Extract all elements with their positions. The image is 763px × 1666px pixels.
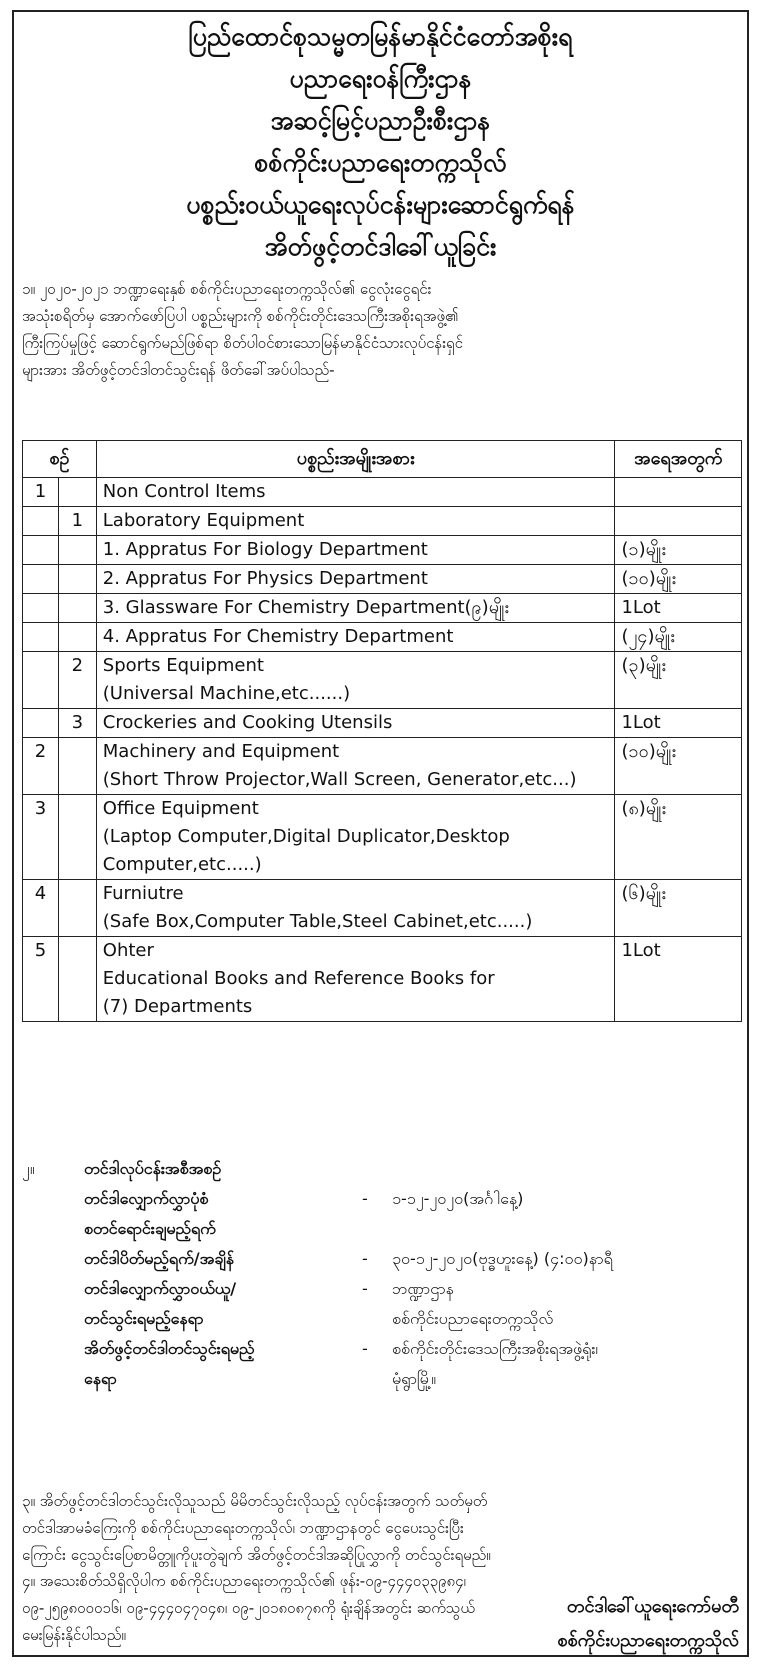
row-description xyxy=(96,507,615,536)
row-quantity: (၃)မျိုး xyxy=(615,652,742,709)
row-number xyxy=(23,536,59,565)
header-line-5: ပစ္စည်းဝယ်ယူရေးလုပ်ငန်းများဆောင်ရွက်ရန် xyxy=(186,190,575,219)
schedule-value xyxy=(392,1334,742,1394)
para4-line: ၀၉-၂၅၉၈၀၀၀၁၆၊ ၀၉-၄၄၄၀၄၇၀၄၈၊ ၀၉-၂၀၁၈၀၈၇၈ကို ရုံးချိန်အတွင်း ဆက်သွယ် xyxy=(22,1599,475,1617)
table-row xyxy=(23,565,742,594)
signature-university: စစ်ကိုင်းပညာရေးတက္ကသိုလ် xyxy=(557,1630,739,1651)
row-sub-number xyxy=(58,738,96,795)
schedule-label-line: တင်ဒါပိတ်မည့်ရက်/အချိန် xyxy=(84,1249,235,1268)
description-line: 3. Glassware For Chemistry Department(၉)မျိုး xyxy=(102,597,509,618)
row-number: 2 xyxy=(23,738,59,795)
row-quantity: (၁၀)မျိုး xyxy=(615,738,742,795)
description-line: (7) Departments xyxy=(102,996,253,1017)
tender-notice xyxy=(12,10,749,1657)
row-sub-number xyxy=(58,937,96,1022)
description-line: (Short Throw Projector,Wall Screen, Generator,etc...) xyxy=(102,769,577,790)
table-row xyxy=(23,709,742,738)
row-sub-number xyxy=(58,478,96,507)
description-line: Ohter xyxy=(102,940,154,961)
table-row xyxy=(23,880,742,937)
row-number xyxy=(23,594,59,623)
description-line: 1. Appratus For Biology Department xyxy=(102,539,428,560)
para4-line: ၄။ အသေးစိတ်သိရှိလိုပါက စစ်ကိုင်းပညာရေးတက္ကသိုလ်၏ ဖုန်း-၀၉-၄၄၄၀၃၃၉၈၄၊ xyxy=(22,1572,466,1590)
schedule-value-line: ၁-၁၂-၂၀၂၀(အင်္ဂါနေ့) xyxy=(392,1189,524,1208)
row-number: 5 xyxy=(23,937,59,1022)
description-line: Educational Books and Reference Books for xyxy=(102,968,495,989)
paragraph-3 xyxy=(22,1488,742,1569)
row-quantity: (၁)မျိုး xyxy=(615,536,742,565)
row-description xyxy=(96,536,615,565)
schedule-dash: - xyxy=(362,1339,368,1358)
row-sub-number xyxy=(58,594,96,623)
row-description xyxy=(96,709,615,738)
row-quantity: (၈)မျိုး xyxy=(615,795,742,880)
schedule-value xyxy=(392,1244,742,1274)
table-row xyxy=(23,478,742,507)
row-quantity: (၂၄)မျိုး xyxy=(615,623,742,652)
description-line: Furniutre xyxy=(102,883,184,904)
schedule-label xyxy=(84,1184,354,1244)
table-row xyxy=(23,536,742,565)
row-number xyxy=(23,652,59,709)
description-line: Non Control Items xyxy=(102,481,266,502)
table-row xyxy=(23,652,742,709)
header-line-3: အဆင့်မြင့်ပညာဦးစီးဌာန xyxy=(270,106,491,135)
row-description xyxy=(96,738,615,795)
row-description xyxy=(96,594,615,623)
intro-line: ကြီးကြပ်မှုဖြင့် ဆောင်ရွက်မည်ဖြစ်ရာ စိတ်ပါဝင်စားသောမြန်မာနိုင်ငံသားလုပ်ငန်းရှင် xyxy=(22,334,463,352)
signature-block xyxy=(557,1590,739,1658)
signature-committee: တင်ဒါခေါ်ယူရေးကော်မတီ xyxy=(566,1596,739,1617)
schedule-label-line: တင်သွင်းရမည့်နေရာ xyxy=(84,1309,204,1328)
schedule-label-line: အိတ်ဖွင့်တင်ဒါတင်သွင်းရမည့် xyxy=(84,1339,255,1358)
table-body xyxy=(23,478,742,1022)
schedule-index: ၂။ xyxy=(22,1159,35,1178)
para3-line: ကြောင်း ငွေသွင်းပြေစာမိတ္တူကိုပူးတွဲချက် အိတ်ဖွင့်တင်ဒါအဆိုပြုလွှာကို တင်သွင်းရမည်။ xyxy=(22,1546,491,1564)
schedule-dash: - xyxy=(362,1279,368,1298)
description-line: Crockeries and Cooking Utensils xyxy=(102,712,393,733)
intro-paragraph xyxy=(22,276,742,384)
row-description xyxy=(96,880,615,937)
description-line: Laboratory Equipment xyxy=(102,510,305,531)
row-sub-number xyxy=(58,880,96,937)
schedule-dash: - xyxy=(362,1189,368,1208)
table-row xyxy=(23,738,742,795)
row-quantity xyxy=(615,478,742,507)
row-sub-number xyxy=(58,565,96,594)
intro-line: ၁။ ၂၀၂၀-၂၀၂၁ ဘဏ္ဍာရေးနှစ် စစ်ကိုင်းပညာရေးတက္ကသိုလ်၏ ငွေလုံးငွေရင်း xyxy=(22,280,432,298)
row-quantity: (၆)မျိုး xyxy=(615,880,742,937)
schedule-label-line: စတင်ရောင်းချမည့်ရက် xyxy=(84,1219,216,1238)
para4-line: မေးမြန်းနိုင်ပါသည်။ xyxy=(22,1626,126,1644)
header-line-2: ပညာရေးဝန်ကြီးဌာန xyxy=(289,64,472,93)
row-sub-number xyxy=(58,795,96,880)
header-line-6: အိတ်ဖွင့်တင်ဒါခေါ်ယူခြင်း xyxy=(264,232,497,261)
items-table xyxy=(22,440,742,1022)
table-row xyxy=(23,937,742,1022)
table-row xyxy=(23,507,742,536)
schedule-value-line: ၃၀-၁၂-၂၀၂၀(ဗုဒ္ဓဟူးနေ့) (၄:၀၀)နာရီ xyxy=(392,1249,613,1268)
schedule-label xyxy=(84,1334,354,1394)
schedule-label-line: နေရာ xyxy=(84,1369,117,1388)
row-description xyxy=(96,652,615,709)
row-sub-number xyxy=(58,623,96,652)
description-line: (Universal Machine,etc......) xyxy=(102,683,351,704)
header-no: စဉ် xyxy=(23,441,97,478)
table-row xyxy=(23,795,742,880)
row-number xyxy=(23,565,59,594)
table-row xyxy=(23,623,742,652)
para3-line: ၃။ အိတ်ဖွင့်တင်ဒါတင်သွင်းလိုသူသည် မိမိတင်သွင်းလိုသည့် လုပ်ငန်းအတွက် သတ်မှတ် xyxy=(22,1492,488,1510)
description-line: 4. Appratus For Chemistry Department xyxy=(102,626,454,647)
row-sub-number: 2 xyxy=(58,652,96,709)
description-line: Machinery and Equipment xyxy=(102,741,340,762)
row-number xyxy=(23,507,59,536)
schedule-value-line: စစ်ကိုင်းပညာရေးတက္ကသိုလ် xyxy=(392,1309,554,1328)
description-line: 2. Appratus For Physics Department xyxy=(102,568,428,589)
table-row xyxy=(23,594,742,623)
header-quantity: အရေအတွက် xyxy=(615,441,742,478)
row-number: 4 xyxy=(23,880,59,937)
row-description xyxy=(96,565,615,594)
row-number: 3 xyxy=(23,795,59,880)
row-number xyxy=(23,709,59,738)
header-description: ပစ္စည်းအမျိုးအစား xyxy=(96,441,615,478)
description-line: (Laptop Computer,Digital Duplicator,Desktop xyxy=(102,826,510,847)
row-sub-number xyxy=(58,536,96,565)
description-line: Office Equipment xyxy=(102,798,259,819)
row-number: 1 xyxy=(23,478,59,507)
row-description xyxy=(96,937,615,1022)
row-number xyxy=(23,623,59,652)
row-description xyxy=(96,478,615,507)
row-quantity: 1Lot xyxy=(615,937,742,1022)
description-line: (Safe Box,Computer Table,Steel Cabinet,etc.....) xyxy=(102,911,533,932)
schedule-label xyxy=(84,1244,354,1274)
schedule-value-line: ဘဏ္ဍာဌာန xyxy=(392,1279,454,1298)
schedule-value-line: စစ်ကိုင်းတိုင်းဒေသကြီးအစိုးရအဖွဲ့ရုံး၊ xyxy=(392,1339,598,1358)
schedule-label-line: တင်ဒါလျှောက်လွှာပုံစံ xyxy=(84,1189,209,1208)
description-line: Sports Equipment xyxy=(102,655,264,676)
schedule-value-line: မုံရွာမြို့။ xyxy=(392,1369,437,1388)
schedule-value xyxy=(392,1274,742,1334)
schedule-title: တင်ဒါလုပ်ငန်းအစီအစဉ် xyxy=(84,1159,222,1178)
intro-line: များအား အိတ်ဖွင့်တင်ဒါတင်သွင်းရန် ဖိတ်ခေါ်အပ်ပါသည်- xyxy=(22,361,335,379)
row-quantity: (၁၀)မျိုး xyxy=(615,565,742,594)
row-sub-number: 3 xyxy=(58,709,96,738)
header-line-4: စစ်ကိုင်းပညာရေးတက္ကသိုလ် xyxy=(254,148,507,177)
row-quantity: 1Lot xyxy=(615,709,742,738)
schedule-label-line: တင်ဒါလျှောက်လွှာဝယ်ယူ/ xyxy=(84,1279,237,1298)
table-header-row xyxy=(23,441,742,478)
row-description xyxy=(96,623,615,652)
header-line-1: ပြည်ထောင်စုသမ္မတမြန်မာနိုင်ငံတော်အစိုးရ xyxy=(188,22,573,51)
schedule-dash: - xyxy=(362,1249,368,1268)
description-line: Computer,etc.....) xyxy=(102,854,262,875)
intro-line: အသုံးစရိတ်မှ အောက်ဖော်ပြပါ ပစ္စည်းများကို စစ်ကိုင်းတိုင်းဒေသကြီးအစိုးရအဖွဲ့၏ xyxy=(22,307,459,325)
schedule-value xyxy=(392,1184,742,1214)
row-sub-number: 1 xyxy=(58,507,96,536)
row-quantity: 1Lot xyxy=(615,594,742,623)
schedule-label xyxy=(84,1274,354,1334)
row-quantity xyxy=(615,507,742,536)
row-description xyxy=(96,795,615,880)
para3-line: တင်ဒါအာမခံကြေးကို စစ်ကိုင်းပညာရေးတက္ကသိုလ်၊ ဘဏ္ဍာဌာနတွင် ငွေပေးသွင်းပြီး xyxy=(22,1519,464,1537)
